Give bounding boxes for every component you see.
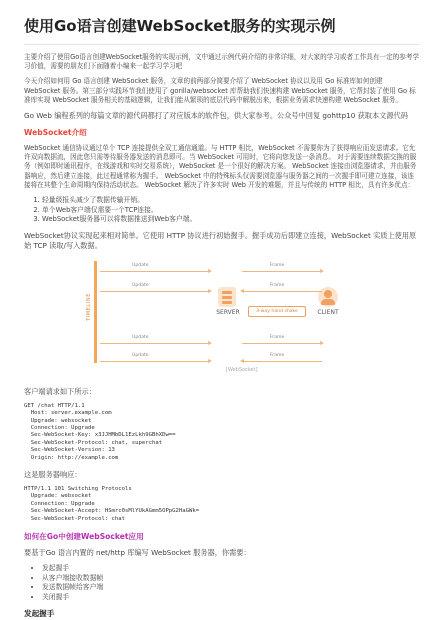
list-item: • 关闭握手 [42, 593, 420, 603]
websocket-diagram [80, 259, 380, 379]
client-label: CLIENT [317, 308, 339, 316]
article-title: 使用Go语言创建WebSocket服务的实现示例 [24, 17, 336, 35]
server-response-label: 这是服务器响应： [24, 470, 82, 480]
frame-label: Frame [270, 262, 285, 268]
update-label: Update [132, 262, 149, 268]
frame-label: Frame [270, 282, 285, 288]
paragraph-5: 要基于Go 语言内置的 net/http 库编写 WebSocket 服务器，你需要： [24, 548, 251, 558]
paragraph-3: WebSocket 通信协议通过单个 TCP 连接提供全双工通信通道。与 HTTP 相比，WebSocket 不需要你为了获得响应而发送请求。它允许双向数据流，因此您只需等待服务器发送的消息即可。当 WebSocket 可用时，它将向您发送一条消息。 对于需要连续数据交换的服务（例如即时通讯程序，在线游戏和实时交易系统），WebSocket 是一个很好的解决方案。 WebSocket 连接由浏览器请求，并由服务器响应，然后建立连接，此过程通常称为握手。 WebSocket 中的特殊标头仅需要浏览器与服务器之间的一次握手即可建立连接，该连接将在其整个生命周期内保持活动状态。 WebSocket 解决了许多实时 Web 开发的难题，并且与传统的 HTTP 相比，具有许多优点： [24, 144, 417, 189]
advantages-list [42, 196, 420, 225]
list-item: • 发起握手 [42, 564, 420, 574]
frame-arrow [242, 291, 322, 292]
handshake-box: 3-way hand shake [248, 306, 306, 317]
code-line: Origin: http://example.com [24, 454, 119, 461]
frame-label: Frame [270, 334, 285, 340]
section-heading-websocket-intro: WebSocket介绍 [24, 128, 87, 138]
code-line: HTTP/1.1 101 Switching Protocols [24, 486, 132, 493]
section-heading-handshake: 发起握手 [24, 609, 55, 619]
diagram-caption: [WebSocket] [226, 366, 258, 373]
timeline-bar [94, 261, 97, 363]
list-item: 1. 轻量级报头减少了数据传输开销。 [42, 196, 420, 206]
code-line: GET /chat HTTP/1.1 [24, 402, 85, 409]
server-response-code [24, 486, 420, 523]
update-label: Update [132, 352, 149, 358]
paragraph-1: 今天介绍如何用 Go 语言创建 WebSocket 服务，文章的前两部分简要介绍了 WebSocket 协议以及用 Go 标准库如何创建 WebSocket 服务。第三部分实践环节我们使用了 gorilla/websocket 库帮助我们快速构建 WebSocket 服务，它帮封装了使用 Go 标准库实现 WebSocket 服务相关的基础逻辑，让我们能从繁琐的底层代码中解脱出来，根据业务需求快速构建 WebSocket 服务。 [24, 77, 416, 104]
update-arrow [100, 343, 210, 344]
code-line: Sec-WebSocket-Version: 13 [24, 447, 115, 454]
paragraph-4: WebSocket协议实现起来相对简单。它使用 HTTP 协议进行初始握手。握手成功后即建立连接，WebSocket 实质上使用原始 TCP 读取/写入数据。 [24, 230, 417, 250]
frame-arrow [242, 343, 322, 344]
list-item: 2. 单个Web客户端仅需要一个TCP连接。 [42, 206, 420, 216]
code-line: Upgrade: websocket [24, 417, 92, 424]
frame-label: Frame [270, 352, 285, 358]
code-line: Sec-WebSocket-Accept: HSmrc0sMlYUkAGmm5OPpG2HaGWk= [24, 508, 200, 515]
frame-arrow [242, 361, 322, 362]
list-item: • 从客户端接收数据帧 [42, 574, 420, 584]
intro-paragraph: 主要介绍了使用Go语言创建WebSocket服务的实现示例，文中通过示例代码介绍的非常详细，对大家的学习或者工作具有一定的参考学习价值，需要的朋友们下面随着小编来一起学习学习吧 [24, 53, 420, 71]
client-request-label: 客户端请求如下所示： [24, 386, 96, 396]
code-line: Upgrade: websocket [24, 493, 92, 500]
client-request-code [24, 403, 420, 462]
frame-arrow [242, 271, 322, 272]
code-line: Connection: Upgrade [24, 500, 95, 507]
code-line: Sec-WebSocket-Protocol: chat [24, 515, 126, 522]
code-line: Host: server.example.com [24, 410, 112, 417]
timeline-label: TIMELINE [86, 292, 92, 321]
code-line: Sec-WebSocket-Key: x3JJHMbDL1EzLkh9GBhXDw== [24, 432, 176, 439]
server-label: SERVER [216, 308, 240, 316]
section-heading-create-app: 如何在Go中创建WebSocket应用 [24, 532, 144, 542]
steps-list [42, 564, 420, 602]
update-label: Update [132, 334, 149, 340]
update-arrow [100, 291, 210, 292]
code-line: Connection: Upgrade [24, 425, 95, 432]
list-item: 3. WebSocket服务器可以将数据推送到Web客户端。 [42, 215, 420, 225]
update-label: Update [132, 282, 149, 288]
list-item: • 发送数据帧给客户端 [42, 583, 420, 593]
update-arrow [100, 271, 210, 272]
code-line: Sec-WebSocket-Protocol: chat, superchat [24, 439, 163, 446]
update-arrow [100, 361, 210, 362]
paragraph-2: Go Web 编程系列的每篇文章的源代码都打了对应版本的软件包，供大家参考。公众号中回复 gohttp10 获取本文源代码 [24, 111, 408, 121]
server-icon [218, 287, 236, 307]
client-icon [318, 287, 338, 307]
title-divider [24, 44, 420, 45]
